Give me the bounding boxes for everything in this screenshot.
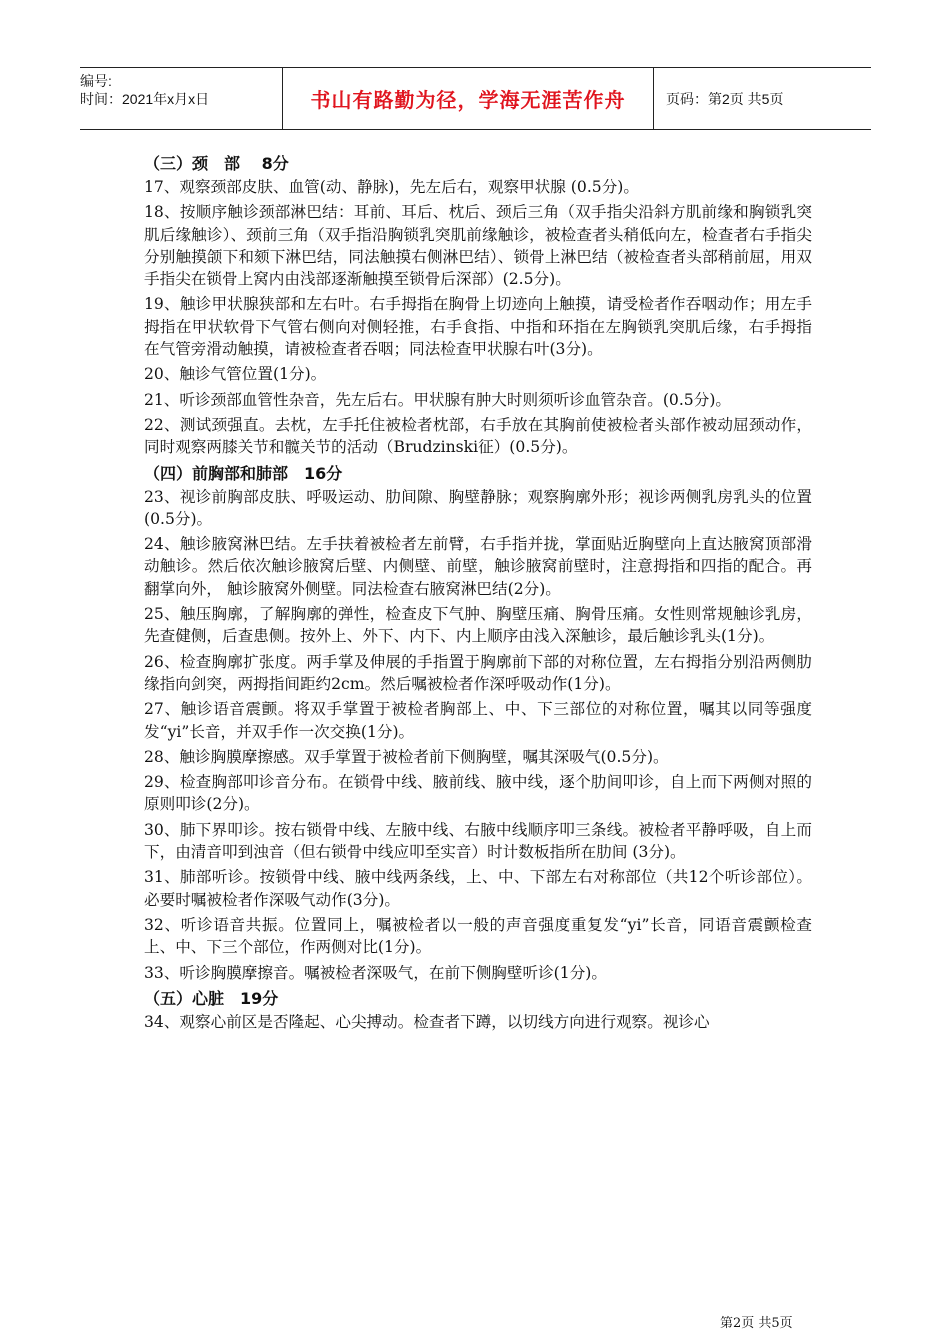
header-page-label: 页码：第2页 共5页 (666, 90, 784, 107)
item-17: 17、观察颈部皮肤、血管(动、静脉)，先左后右，观察甲状腺 (0.5分)。 (144, 178, 639, 196)
item-32: 32、听诊语音共振。位置同上，嘱被检者以一般的声音强度重复发“yi”长音，同语音震颤检查上、中、下三个部位，作两侧对比(1分)。 (144, 915, 812, 957)
page-header (80, 67, 871, 130)
item-24: 24、触诊腋窝淋巴结。左手扶着被检者左前臂，右手指并拢，掌面贴近胸壁向上直达腋窝顶部滑动触诊。然后依次触诊腋窝后壁、内侧壁、前壁，触诊腋窝前壁时，注意拇指和四指的配合。再翻掌向外， 触诊腋窝外侧壁。同法检查右腋窝淋巴结(2分)。 (144, 535, 812, 598)
item-18: 18、按顺序触诊颈部淋巴结：耳前、耳后、枕后、颈后三角（双手指尖沿斜方肌前缘和胸锁乳突肌后缘触诊）、颈前三角（双手指沿胸锁乳突肌前缘触诊，被检查者头稍低向左，检查者右手指尖分别触摸颌下和颏下淋巴结，同法触摸右侧淋巴结）、锁骨上淋巴结（被检查者头部稍前屈，用双手指尖在锁骨上窝内由浅部逐渐触摸至锁骨后深部）(2.5分)。 (144, 203, 812, 289)
item-31: 31、肺部听诊。按锁骨中线、腋中线两条线，上、中、下部左右对称部位（共12个听诊部位）。必要时嘱被检者作深吸气动作(3分)。 (144, 868, 812, 909)
item-33: 33、听诊胸膜摩擦音。嘱被检者深吸气，在前下侧胸壁听诊(1分)。 (144, 963, 607, 982)
item-20: 20、触诊气管位置(1分)。 (144, 365, 327, 384)
header-meta (80, 68, 282, 129)
item-27: 27、触诊语音震颤。将双手掌置于被检者胸部上、中、下三部位的对称位置，嘱其以同等强度发“yi”长音，并双手作一次交换(1分)。 (144, 700, 812, 741)
item-34: 34、观察心前区是否隆起、心尖搏动。检查者下蹲，以切线方向进行观察。视诊心 (144, 1012, 710, 1031)
item-22: 22、测试颈强直。去枕，左手托住被检者枕部，右手放在其胸前使被检者头部作被动屈颈动作，同时观察两膝关节和髋关节的活动（Brudzinski征）(0.5分)。 (144, 415, 812, 457)
item-29: 29、检查胸部叩诊音分布。在锁骨中线、腋前线、腋中线，逐个肋间叩诊，自上而下两侧对照的原则叩诊(2分)。 (144, 773, 812, 814)
motto: 书山有路勤为径，学海无涯苦作舟 (310, 88, 626, 112)
item-28: 28、触诊胸膜摩擦感。双手掌置于被检者前下侧胸壁，嘱其深吸气(0.5分)。 (144, 747, 669, 766)
header-motto-cell (282, 68, 654, 129)
item-21: 21、听诊颈部血管性杂音，先左后右。甲状腺有肿大时则须听诊血管杂音。(0.5分)。 (144, 390, 731, 409)
page-footer: 第2页 共5页 (720, 1316, 793, 1331)
item-23: 23、视诊前胸部皮肤、呼吸运动、肋间隙、胸壁静脉；观察胸廓外形；视诊两侧乳房乳头的位置(0.5分)。 (144, 487, 812, 528)
section-title-neck: （三）颈 部 8分 (144, 154, 289, 173)
section-title-heart: （五）心脏 19分 (144, 988, 279, 1008)
section-title-chest-lungs: （四）前胸部和肺部 16分 (144, 463, 343, 483)
item-30: 30、肺下界叩诊。按右锁骨中线、左腋中线、右腋中线顺序叩三条线。被检者平静呼吸，自上而下，由清音叩到浊音（但右锁骨中线应叩至实音）时计数板指所在肋间 (3分)。 (144, 820, 812, 862)
time-label: 时间：2021年x月x日 (80, 91, 210, 107)
code-label: 编号: (80, 73, 112, 89)
item-25: 25、触压胸廓，了解胸廓的弹性，检查皮下气肿、胸壁压痛、胸骨压痛。女性则常规触诊乳房，先查健侧，后查患侧。按外上、外下、内下、内上顺序由浅入深触诊，最后触诊乳头(1分)。 (144, 605, 812, 646)
header-page-cell (654, 68, 871, 129)
document-body (144, 152, 812, 1036)
item-26: 26、检查胸廓扩张度。两手掌及伸展的手指置于胸廓前下部的对称位置，左右拇指分别沿两侧肋缘指向剑突，两拇指间距约2cm。然后嘱被检者作深呼吸动作(1分)。 (144, 652, 812, 693)
item-19: 19、触诊甲状腺狭部和左右叶。右手拇指在胸骨上切迹向上触摸，请受检者作吞咽动作；用左手拇指在甲状软骨下气管右侧向对侧轻推，右手食指、中指和环指在左胸锁乳突肌后缘，右手拇指在气管旁滑动触摸，请被检查者吞咽；同法检查甲状腺右叶(3分)。 (144, 295, 812, 359)
